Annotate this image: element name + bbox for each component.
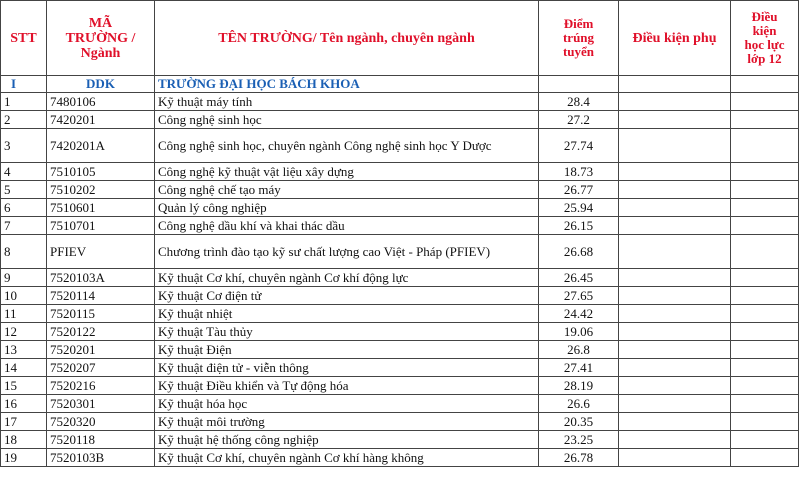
row-code: 7420201 <box>47 111 155 129</box>
row-score: 25.94 <box>539 199 619 217</box>
row-extra-condition <box>619 377 731 395</box>
section-code: DDK <box>47 76 155 93</box>
row-grade-condition <box>731 217 799 235</box>
row-score: 26.78 <box>539 449 619 467</box>
section-extra-cell <box>619 76 731 93</box>
table-row <box>1 377 799 395</box>
row-grade-condition <box>731 129 799 163</box>
row-score: 28.19 <box>539 377 619 395</box>
row-stt: 9 <box>1 269 47 287</box>
row-score: 26.68 <box>539 235 619 269</box>
row-extra-condition <box>619 235 731 269</box>
row-extra-condition <box>619 449 731 467</box>
table-row <box>1 217 799 235</box>
row-name: Kỹ thuật Tàu thủy <box>155 323 539 341</box>
row-grade-condition <box>731 235 799 269</box>
section-grade-cell <box>731 76 799 93</box>
row-score: 26.45 <box>539 269 619 287</box>
row-stt: 1 <box>1 93 47 111</box>
row-extra-condition <box>619 341 731 359</box>
table-row <box>1 269 799 287</box>
table-row <box>1 181 799 199</box>
row-name: Quản lý công nghiệp <box>155 199 539 217</box>
row-stt: 7 <box>1 217 47 235</box>
row-score: 26.15 <box>539 217 619 235</box>
row-stt: 18 <box>1 431 47 449</box>
row-stt: 14 <box>1 359 47 377</box>
table-row <box>1 341 799 359</box>
row-score: 18.73 <box>539 163 619 181</box>
row-grade-condition <box>731 323 799 341</box>
header-grade-condition: Điều kiện học lực lớp 12 <box>731 1 799 76</box>
row-name: Kỹ thuật Điện <box>155 341 539 359</box>
row-stt: 10 <box>1 287 47 305</box>
row-grade-condition <box>731 111 799 129</box>
row-name: Công nghệ kỹ thuật vật liệu xây dựng <box>155 163 539 181</box>
section-score-cell <box>539 76 619 93</box>
row-code: 7520320 <box>47 413 155 431</box>
row-code: 7520122 <box>47 323 155 341</box>
row-name: Kỹ thuật Cơ điện tử <box>155 287 539 305</box>
table-row <box>1 413 799 431</box>
row-stt: 2 <box>1 111 47 129</box>
row-grade-condition <box>731 377 799 395</box>
row-extra-condition <box>619 395 731 413</box>
row-name: Kỹ thuật nhiệt <box>155 305 539 323</box>
row-extra-condition <box>619 269 731 287</box>
row-grade-condition <box>731 413 799 431</box>
row-score: 26.8 <box>539 341 619 359</box>
row-score: 27.74 <box>539 129 619 163</box>
header-code: MÃ TRƯỜNG / Ngành <box>47 1 155 76</box>
row-grade-condition <box>731 359 799 377</box>
row-extra-condition <box>619 305 731 323</box>
row-code: PFIEV <box>47 235 155 269</box>
row-extra-condition <box>619 181 731 199</box>
row-score: 27.2 <box>539 111 619 129</box>
row-code: 7520216 <box>47 377 155 395</box>
row-code: 7520301 <box>47 395 155 413</box>
row-grade-condition <box>731 449 799 467</box>
table-row <box>1 111 799 129</box>
row-extra-condition <box>619 287 731 305</box>
row-name: Kỹ thuật hóa học <box>155 395 539 413</box>
table-row <box>1 323 799 341</box>
row-score: 27.65 <box>539 287 619 305</box>
row-name: Công nghệ sinh học, chuyên ngành Công nghệ sinh học Y Dược <box>155 129 539 163</box>
row-code: 7510701 <box>47 217 155 235</box>
row-score: 24.42 <box>539 305 619 323</box>
table-row <box>1 449 799 467</box>
row-extra-condition <box>619 413 731 431</box>
row-code: 7520114 <box>47 287 155 305</box>
row-grade-condition <box>731 395 799 413</box>
row-stt: 6 <box>1 199 47 217</box>
table-row <box>1 129 799 163</box>
row-score: 27.41 <box>539 359 619 377</box>
row-extra-condition <box>619 199 731 217</box>
row-score: 28.4 <box>539 93 619 111</box>
row-code: 7420201A <box>47 129 155 163</box>
row-stt: 4 <box>1 163 47 181</box>
section-name: TRƯỜNG ĐẠI HỌC BÁCH KHOA <box>155 76 539 93</box>
row-name: Chương trình đào tạo kỹ sư chất lượng cao Việt - Pháp (PFIEV) <box>155 235 539 269</box>
row-score: 19.06 <box>539 323 619 341</box>
table-row <box>1 395 799 413</box>
row-grade-condition <box>731 341 799 359</box>
row-name: Công nghệ chế tạo máy <box>155 181 539 199</box>
row-code: 7520201 <box>47 341 155 359</box>
row-name: Kỹ thuật điện tử - viễn thông <box>155 359 539 377</box>
row-extra-condition <box>619 129 731 163</box>
row-grade-condition <box>731 305 799 323</box>
header-row <box>1 1 799 76</box>
row-code: 7520207 <box>47 359 155 377</box>
row-stt: 8 <box>1 235 47 269</box>
row-name: Kỹ thuật Cơ khí, chuyên ngành Cơ khí động lực <box>155 269 539 287</box>
row-code: 7520103A <box>47 269 155 287</box>
row-score: 20.35 <box>539 413 619 431</box>
row-stt: 15 <box>1 377 47 395</box>
table-row <box>1 93 799 111</box>
row-stt: 19 <box>1 449 47 467</box>
row-stt: 17 <box>1 413 47 431</box>
table-row <box>1 199 799 217</box>
row-grade-condition <box>731 287 799 305</box>
row-extra-condition <box>619 431 731 449</box>
row-score: 26.77 <box>539 181 619 199</box>
row-grade-condition <box>731 431 799 449</box>
row-stt: 11 <box>1 305 47 323</box>
header-name: TÊN TRƯỜNG/ Tên ngành, chuyên ngành <box>155 1 539 76</box>
row-code: 7520115 <box>47 305 155 323</box>
row-extra-condition <box>619 217 731 235</box>
row-name: Kỹ thuật môi trường <box>155 413 539 431</box>
row-code: 7510202 <box>47 181 155 199</box>
row-score: 26.6 <box>539 395 619 413</box>
section-stt: I <box>1 76 47 93</box>
row-grade-condition <box>731 163 799 181</box>
row-code: 7480106 <box>47 93 155 111</box>
header-extra-condition: Điều kiện phụ <box>619 1 731 76</box>
table-row <box>1 287 799 305</box>
row-name: Kỹ thuật Điều khiển và Tự động hóa <box>155 377 539 395</box>
row-name: Kỹ thuật máy tính <box>155 93 539 111</box>
row-code: 7520103B <box>47 449 155 467</box>
row-name: Kỹ thuật Cơ khí, chuyên ngành Cơ khí hàng không <box>155 449 539 467</box>
row-stt: 5 <box>1 181 47 199</box>
row-grade-condition <box>731 93 799 111</box>
row-name: Công nghệ dầu khí và khai thác dầu <box>155 217 539 235</box>
row-code: 7520118 <box>47 431 155 449</box>
table-row <box>1 163 799 181</box>
row-extra-condition <box>619 163 731 181</box>
row-extra-condition <box>619 111 731 129</box>
table-row <box>1 431 799 449</box>
table-row <box>1 359 799 377</box>
row-grade-condition <box>731 181 799 199</box>
row-score: 23.25 <box>539 431 619 449</box>
table-row <box>1 235 799 269</box>
row-grade-condition <box>731 269 799 287</box>
row-code: 7510601 <box>47 199 155 217</box>
row-extra-condition <box>619 93 731 111</box>
row-stt: 3 <box>1 129 47 163</box>
row-extra-condition <box>619 323 731 341</box>
row-stt: 13 <box>1 341 47 359</box>
row-code: 7510105 <box>47 163 155 181</box>
header-score: Điểm trúng tuyển <box>539 1 619 76</box>
row-name: Kỹ thuật hệ thống công nghiệp <box>155 431 539 449</box>
table-row <box>1 305 799 323</box>
row-stt: 16 <box>1 395 47 413</box>
row-grade-condition <box>731 199 799 217</box>
row-stt: 12 <box>1 323 47 341</box>
row-name: Công nghệ sinh học <box>155 111 539 129</box>
section-row <box>1 76 799 93</box>
header-stt: STT <box>1 1 47 76</box>
row-extra-condition <box>619 359 731 377</box>
